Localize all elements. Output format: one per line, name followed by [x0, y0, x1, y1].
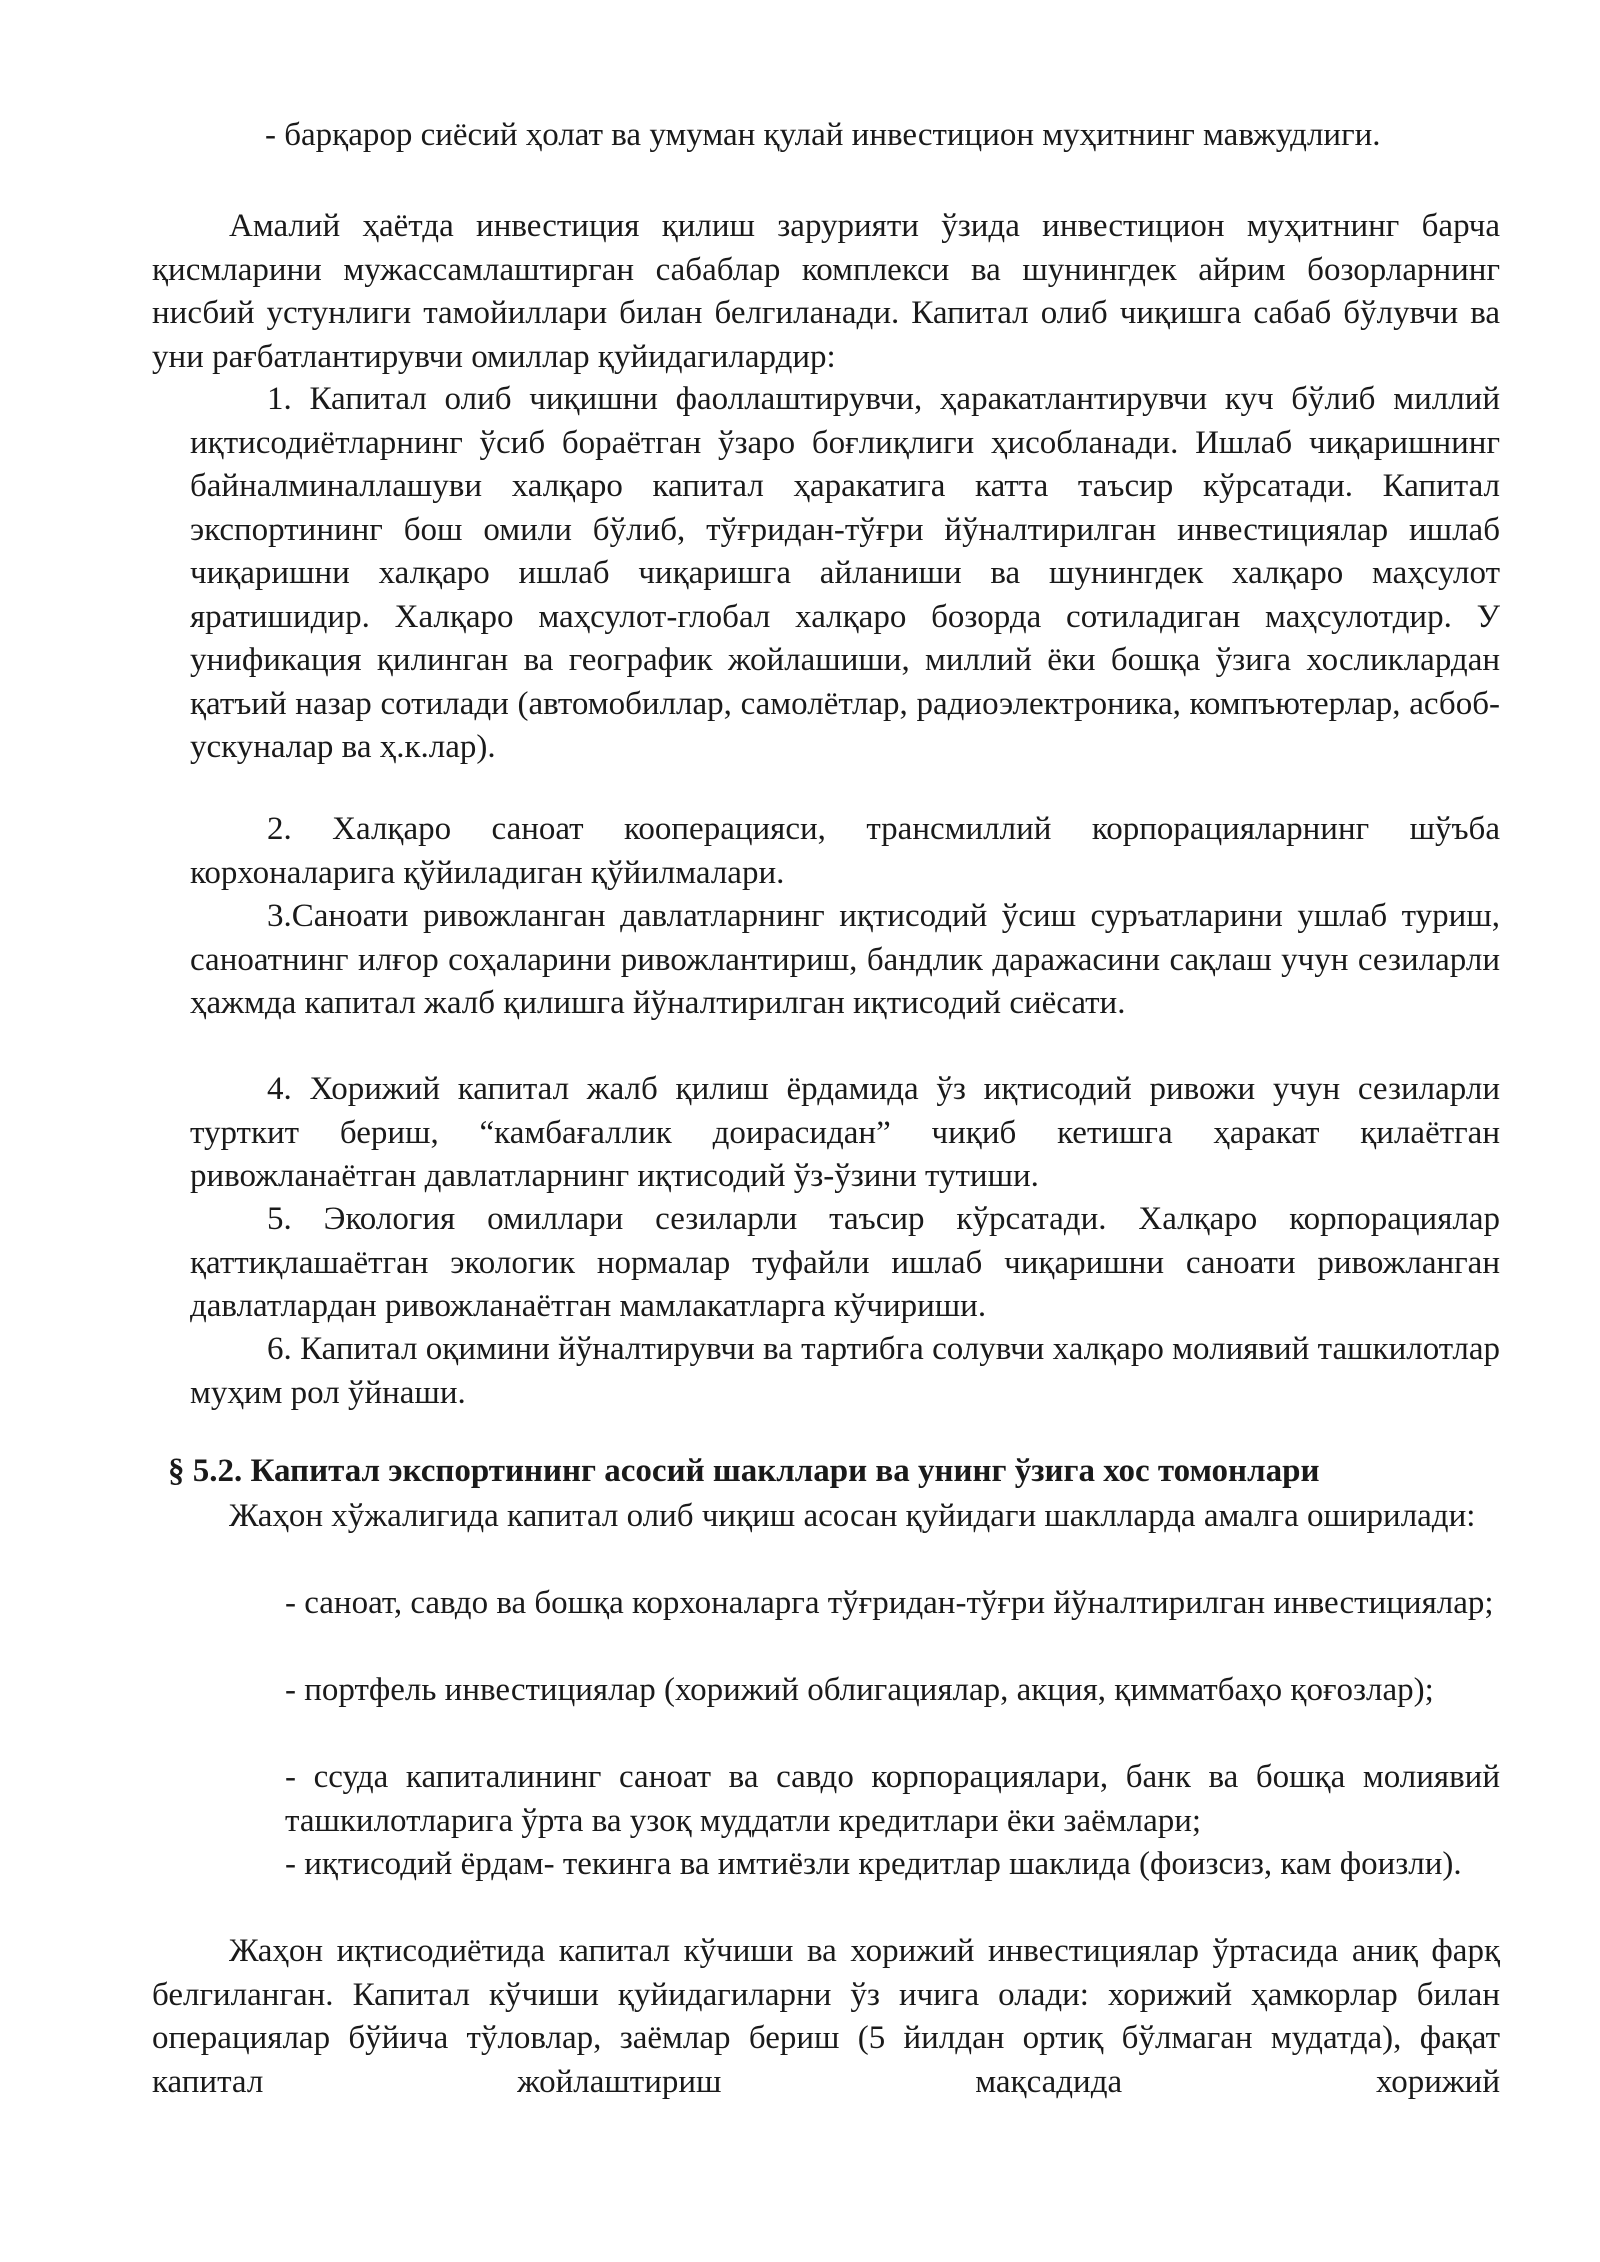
- closing-text: Жаҳон иқтисодиётида капитал кўчиши ва хорижий инвестициялар ўртасида аниқ фарқ белгиланган. Капитал кўчиши қуйидагиларни ўз ичига олади: хорижий ҳамкорлар билан операциялар бўйича тўловлар, заёмлар бериш (5 йилдан ортиқ бўлмаган мудатда), фақат капитал жойлаштириш мақсадида хорижий: [152, 1933, 1500, 2100]
- list-item-text: 4. Хорижий капитал жалб қилиш ёрдамида ўз иқтисодий ривожи учун сезиларли турткит бериш, “камбағаллик доирасидан” чиқиб кетишга ҳаракат қилаётган ривожланаётган давлатларнинг иқтисодий ўз-ўзини тутиши.: [190, 1071, 1500, 1194]
- list-item-text: - иқтисодий ёрдам- текинга ва имтиёзли кредитлар шаклида (фоизсиз, кам фоизли).: [285, 1846, 1462, 1882]
- list-item-text: 2. Халқаро саноат кооперацияси, трансмиллий корпорацияларнинг шўъба корхоналарига қўйиладиган қўйилмалари.: [190, 811, 1500, 891]
- list-item-text: 1. Капитал олиб чиқишни фаоллаштирувчи, ҳаракатлантирувчи куч бўлиб миллий иқтисодиётларнинг ўсиб бораётган ўзаро боғлиқлиги ҳисобланади. Ишлаб чиқаришнинг байналминаллашуви халқаро капитал ҳаракатига катта таъсир кўрсатади. Капитал экспортининг бош омили бўлиб, тўғридан-тўғри йўналтирилган инвестициялар ишлаб чиқаришни халқаро ишлаб чиқаришга айланиши ва шунингдек халқаро маҳсулот яратишидир. Халқаро маҳсулот-глобал халқаро бозорда сотиладиган маҳсулотдир. У унификация қилинган ва географик жойлашиши, миллий ёки бошқа ўзига хосликлардан қатъий назар сотилади (автомобиллар, самолётлар, радиоэлектроника, компъютерлар, асбоб-ускуналар ва ҳ.к.лар).: [190, 381, 1500, 765]
- list-item-text: 6. Капитал оқимини йўналтирувчи ва тартибга солувчи халқаро молиявий ташкилотлар муҳим рол ўйнаши.: [190, 1331, 1500, 1411]
- intro-paragraph: [152, 1495, 1500, 1539]
- closing-paragraph: [152, 1930, 1500, 2104]
- list-item-text: - саноат, савдо ва бошқа корхоналарга тўғридан-тўғри йўналтирилган инвестициялар;: [285, 1585, 1494, 1621]
- intro-text: Жаҳон хўжалигида капитал олиб чиқиш асосан қуйидаги шаклларда амалга оширилади:: [229, 1498, 1476, 1534]
- bullet-text: - барқарор сиёсий ҳолат ва умуман қулай инвестицион муҳитнинг мавжудлиги.: [265, 117, 1381, 153]
- bullet-paragraph: [265, 114, 1500, 158]
- list-item-text: 5. Экология омиллари сезиларли таъсир кўрсатади. Халқаро корпорациялар қаттиқлашаётган экологик нормалар туфайли ишлаб чиқаришни саноати ривожланган давлатлардан ривожланаётган мамлакатларга кўчириши.: [190, 1201, 1500, 1324]
- list-item: [285, 1669, 1500, 1713]
- list-item: [285, 1843, 1500, 1887]
- intro-paragraph: [152, 205, 1500, 379]
- section-heading: § 5.2. Капитал экспортининг асосий шакллари ва унинг ўзига хос томонлари: [168, 1453, 1320, 1489]
- list-item: [285, 1582, 1500, 1626]
- intro-text: Амалий ҳаётда инвестиция қилиш зарурияти ўзида инвестицион муҳитнинг барча қисмларини мужассамлаштирган сабаблар комплекси ва шунингдек айрим бозорларнинг нисбий устунлиги тамойиллари билан белгиланади. Капитал олиб чиқишга сабаб бўлувчи ва уни рағбатлантирувчи омиллар қуйидагилардир:: [152, 208, 1500, 375]
- list-item: [190, 1198, 1500, 1329]
- list-item: [190, 895, 1500, 1026]
- list-item-text: - ссуда капиталининг саноат ва савдо корпорациялари, банк ва бошқа молиявий ташкилотларига ўрта ва узоқ муддатли кредитлари ёки заёмлари;: [285, 1759, 1500, 1839]
- list-item: [285, 1756, 1500, 1843]
- list-item: [190, 378, 1500, 770]
- list-item: [190, 1328, 1500, 1415]
- list-item-text: 3.Саноати ривожланган давлатларнинг иқтисодий ўсиш суръатларини ушлаб туриш, саноатнинг илғор соҳаларини ривожлантириш, бандлик даражасини сақлаш учун сезиларли ҳажмда капитал жалб қилишга йўналтирилган иқтисодий сиёсати.: [190, 898, 1500, 1021]
- list-item-text: - портфель инвестициялар (хорижий облигациялар, акция, қимматбаҳо қоғозлар);: [285, 1672, 1434, 1708]
- list-item: [190, 808, 1500, 895]
- list-item: [190, 1068, 1500, 1199]
